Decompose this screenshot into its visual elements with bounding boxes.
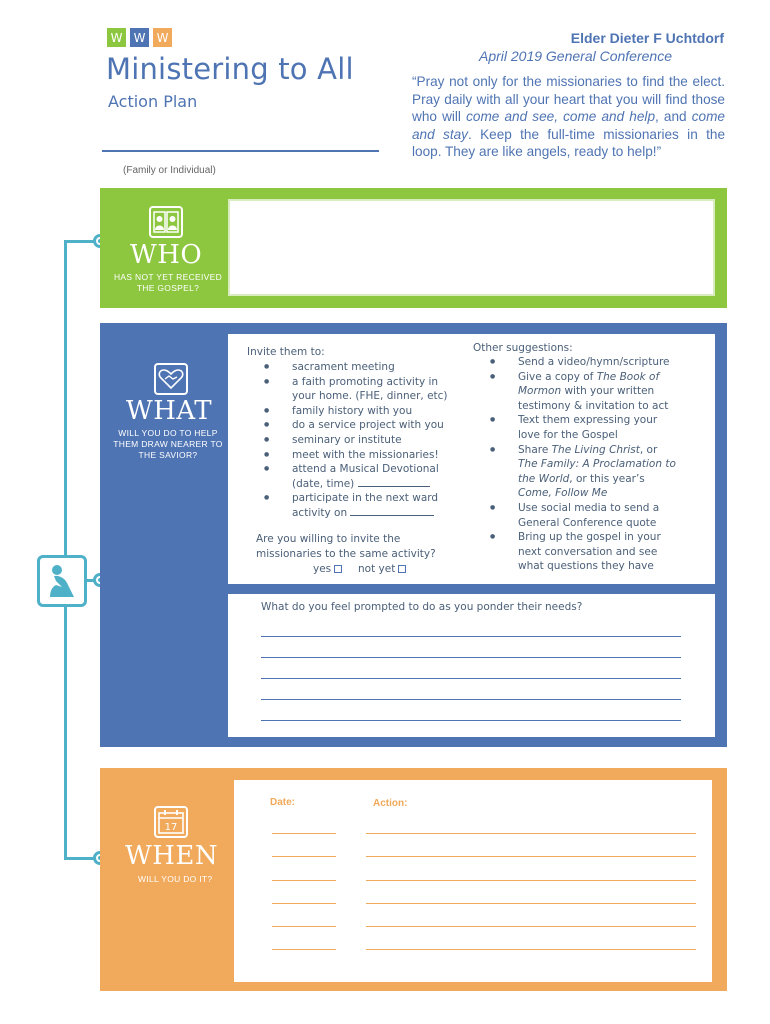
list-item: ● Text them expressing your love for the Gospel: [518, 413, 678, 442]
family-label: (Family or Individual): [123, 165, 216, 176]
calendar-icon: [154, 806, 188, 838]
devotional-date-field[interactable]: [358, 477, 430, 487]
list-item: ● Share The Living Christ, or The Family: A Proclamation to the World, or this year’s Come, Follow Me: [518, 443, 678, 501]
list-item: ● do a service project with you: [292, 418, 452, 433]
date-line[interactable]: [272, 903, 336, 904]
write-line[interactable]: [261, 636, 681, 637]
list-item: ● seminary or institute: [292, 433, 452, 448]
list-item: ● participate in the next ward activity on: [292, 491, 452, 520]
yes-checkbox[interactable]: [334, 565, 342, 573]
not-yet-checkbox[interactable]: [398, 565, 406, 573]
write-line[interactable]: [261, 699, 681, 700]
people-icon: [149, 206, 183, 238]
when-table-box: [234, 780, 712, 982]
calendar-day: 17: [164, 822, 178, 833]
praying-person-icon: [37, 555, 87, 607]
logo-letter: W: [153, 28, 172, 47]
family-name-line[interactable]: [102, 150, 379, 152]
what-subheading: WILL YOU DO TO HELP THEM DRAW NEARER TO THE SAVIOR?: [113, 428, 223, 460]
action-line[interactable]: [366, 903, 696, 904]
date-column-label: Date:: [270, 797, 296, 808]
invite-list: [292, 360, 452, 521]
page-subtitle: Action Plan: [108, 92, 198, 111]
list-item: ● family history with you: [292, 404, 452, 419]
heart-hands-icon: [154, 363, 188, 395]
action-line[interactable]: [366, 949, 696, 950]
other-suggestions-title: Other suggestions:: [473, 342, 573, 354]
date-line[interactable]: [272, 856, 336, 857]
quote-text: “Pray not only for the missionaries to find the elect. Pray daily with all your heart that you will find those who will come and see, come and help, and come and stay. Keep the full-time missionaries in the loop. They are like angels, ready to help!”: [412, 74, 726, 160]
not-yet-option[interactable]: not yet: [358, 562, 406, 577]
action-line[interactable]: [366, 856, 696, 857]
what-heading: WHAT: [126, 396, 213, 426]
date-line[interactable]: [272, 949, 336, 950]
page-title: Ministering to All: [106, 52, 354, 86]
date-line[interactable]: [272, 880, 336, 881]
list-item: ● sacrament meeting: [292, 360, 452, 375]
action-line[interactable]: [366, 926, 696, 927]
other-suggestions-list: [518, 355, 678, 574]
invite-intro: Invite them to:: [247, 346, 325, 358]
date-line[interactable]: [272, 926, 336, 927]
action-column-label: Action:: [373, 798, 408, 809]
willing-question: Are you willing to invite the missionaries to the same activity?: [256, 533, 436, 560]
list-item: ● meet with the missionaries!: [292, 448, 452, 463]
write-line[interactable]: [261, 657, 681, 658]
list-item: ● Bring up the gospel in your next conversation and see what questions they have: [518, 530, 678, 574]
quote-conference: April 2019 General Conference: [478, 48, 672, 64]
action-line[interactable]: [366, 833, 696, 834]
prompt-question: What do you feel prompted to do as you ponder their needs?: [261, 601, 583, 613]
list-item: ● Give a copy of The Book of Mormon with your written testimony & invitation to act: [518, 370, 678, 414]
date-line[interactable]: [272, 833, 336, 834]
logo-letter: W: [130, 28, 149, 47]
yes-option[interactable]: yes: [313, 562, 342, 577]
when-heading: WHEN: [125, 841, 219, 871]
list-item: ● Use social media to send a General Conference quote: [518, 501, 678, 530]
timeline-line: [64, 241, 67, 860]
who-subheading: HAS NOT YET RECEIVED THE GOSPEL?: [113, 272, 223, 293]
prompt-box: [228, 594, 715, 737]
ward-activity-field[interactable]: [350, 506, 434, 516]
quote-speaker: Elder Dieter F Uchtdorf: [570, 30, 724, 46]
write-line[interactable]: [261, 720, 681, 721]
list-item: ● a faith promoting activity in your home. (FHE, dinner, etc): [292, 375, 452, 404]
who-heading: WHO: [130, 240, 203, 270]
list-item: ● Send a video/hymn/scripture: [518, 355, 678, 370]
when-subheading: WILL YOU DO IT?: [138, 874, 213, 884]
logo: [107, 28, 172, 47]
write-line[interactable]: [261, 678, 681, 679]
logo-letter: W: [107, 28, 126, 47]
list-item: ● attend a Musical Devotional (date, time): [292, 462, 452, 491]
who-input-box[interactable]: [228, 199, 715, 296]
action-line[interactable]: [366, 880, 696, 881]
